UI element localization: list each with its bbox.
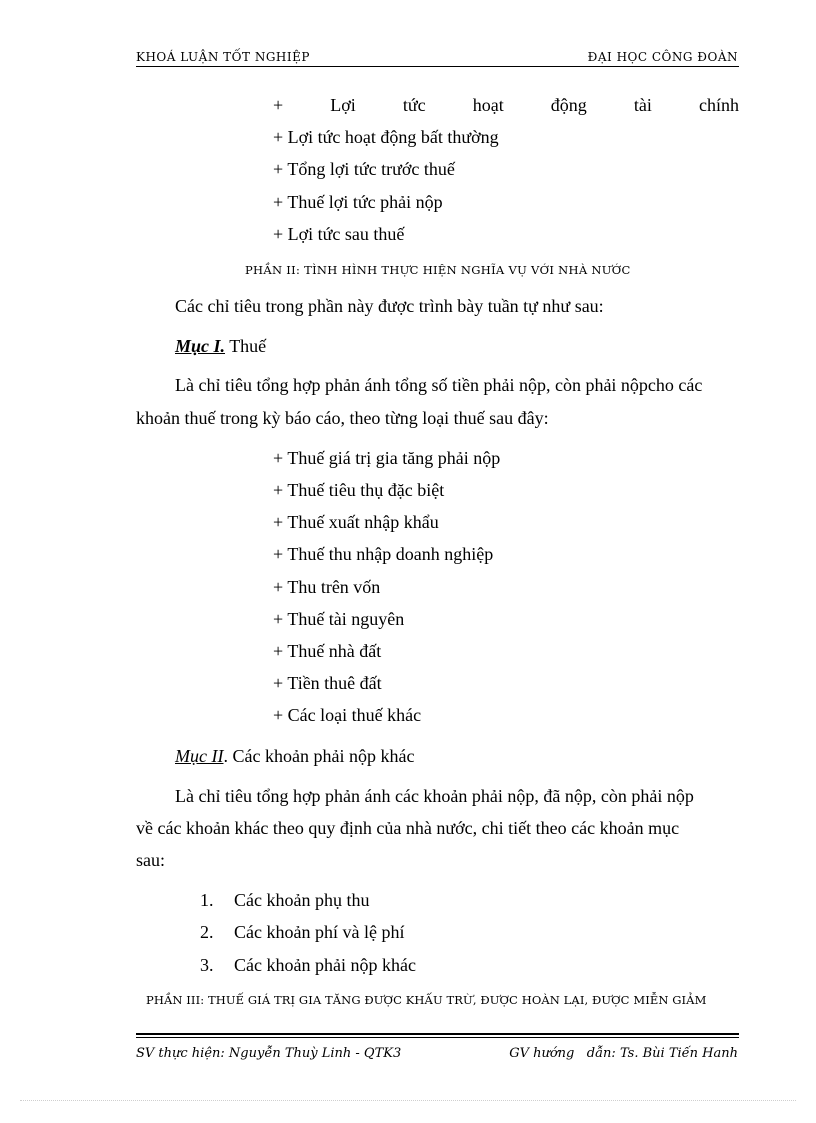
item-number: 3. xyxy=(200,955,214,975)
muc1-paragraph-line: khoản thuế trong kỳ báo cáo, theo từng loại thuế sau đây: xyxy=(136,408,549,428)
list-item: + Tiền thuê đất xyxy=(273,673,382,693)
list-item: + Các loại thuế khác xyxy=(273,705,422,725)
footer-advisor: GV hướng dẫn: Ts. Bùi Tiến Hanh xyxy=(509,1046,738,1061)
muc1-heading xyxy=(175,336,266,357)
footer-rule-thin xyxy=(136,1037,739,1038)
muc2-paragraph-line: về các khoản khác theo quy định của nhà nước, chi tiết theo các khoản mục xyxy=(136,818,680,838)
list-item: + Thuế lợi tức phải nộp xyxy=(273,192,443,212)
numbered-item xyxy=(200,922,404,943)
item-text: Các khoản phải nộp khác xyxy=(234,955,416,975)
part3-heading: PHẦN III: THUẾ GIÁ TRỊ GIA TĂNG ĐƯỢC KHẤU TRỪ, ĐƯỢC HOÀN LẠI, ĐƯỢC MIỄN GIẢM xyxy=(146,993,707,1007)
item-number: 1. xyxy=(200,890,214,910)
muc2-heading xyxy=(175,746,414,767)
list-item: + Lợi tức sau thuế xyxy=(273,224,405,244)
muc1-title: Thuế xyxy=(225,336,267,356)
item-text: Các khoản phụ thu xyxy=(234,890,370,910)
list-item: + Thuế tài nguyên xyxy=(273,609,405,629)
list-item: + Tổng lợi tức trước thuế xyxy=(273,159,455,179)
muc1-paragraph-line: Là chỉ tiêu tổng hợp phản ánh tổng số tiền phải nộp, còn phải nộpcho các xyxy=(175,375,703,395)
word: hoạt xyxy=(472,95,504,115)
word: Lợi xyxy=(330,95,356,115)
header-right-title: ĐẠI HỌC CÔNG ĐOÀN xyxy=(587,50,738,64)
word: + xyxy=(273,95,284,115)
list-item: + Thuế nhà đất xyxy=(273,641,382,661)
top-list-first-line xyxy=(273,95,739,116)
muc2-paragraph-line: sau: xyxy=(136,850,165,870)
list-item: + Thuế tiêu thụ đặc biệt xyxy=(273,480,445,500)
header-rule xyxy=(136,66,739,67)
word: tức xyxy=(402,95,426,115)
list-item: + Thuế thu nhập doanh nghiệp xyxy=(273,544,494,564)
list-item: + Thuế xuất nhập khẩu xyxy=(273,512,439,532)
muc1-label: Mục I. xyxy=(175,336,226,356)
muc2-label: Mục II xyxy=(175,746,224,766)
footer-rule-thick xyxy=(136,1033,739,1035)
part2-heading: PHẦN II: TÌNH HÌNH THỰC HIỆN NGHĨA VỤ VỚI NHÀ NƯỚC xyxy=(245,263,631,277)
muc2-title: . Các khoản phải nộp khác xyxy=(223,746,415,766)
header-left-title: KHOÁ LUẬN TỐT NGHIỆP xyxy=(136,50,310,64)
muc2-paragraph-line: Là chỉ tiêu tổng hợp phản ánh các khoản phải nộp, đã nộp, còn phải nộp xyxy=(175,786,694,806)
word: động xyxy=(550,95,587,115)
numbered-item xyxy=(200,890,369,911)
word: tài xyxy=(633,95,652,115)
page-edge-divider xyxy=(20,1100,796,1101)
numbered-item xyxy=(200,955,416,976)
list-item: + Thuế giá trị gia tăng phải nộp xyxy=(273,448,501,468)
item-number: 2. xyxy=(200,922,214,942)
part2-intro: Các chỉ tiêu trong phần này được trình bày tuần tự như sau: xyxy=(175,296,604,316)
word: chính xyxy=(698,95,739,115)
list-item: + Thu trên vốn xyxy=(273,577,381,597)
item-text: Các khoản phí và lệ phí xyxy=(234,922,405,942)
footer-student: SV thực hiện: Nguyễn Thuỳ Linh - QTK3 xyxy=(136,1046,402,1061)
list-item: + Lợi tức hoạt động bất thường xyxy=(273,127,499,147)
